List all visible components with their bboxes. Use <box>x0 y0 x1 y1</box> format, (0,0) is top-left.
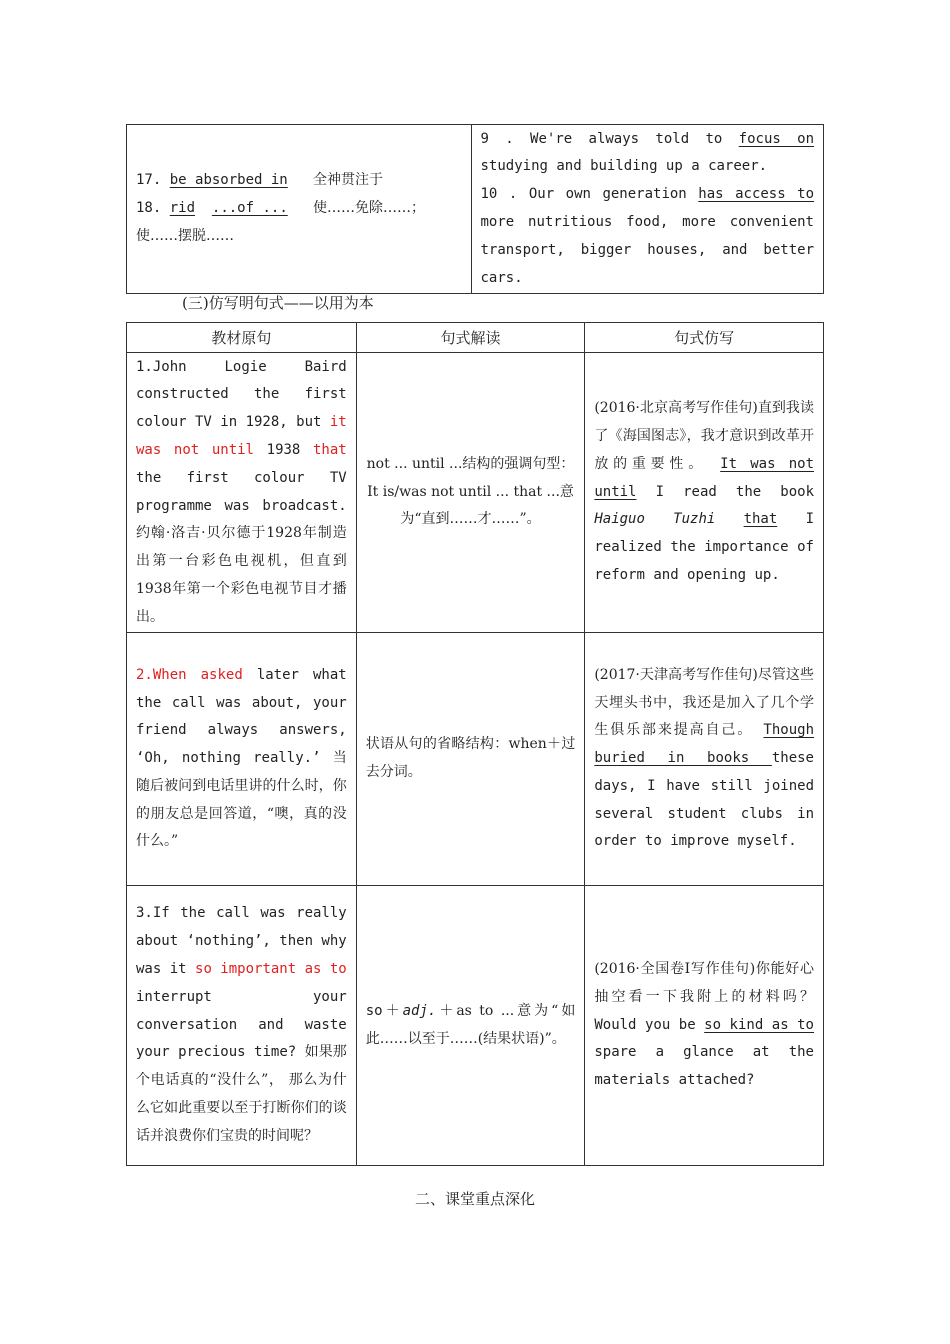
analysis-cell: 状语从句的省略结构：when＋过去分词。 <box>356 633 585 886</box>
original-sentence-cell: 1.John Logie Baird constructed the first colour TV in 1928, but it was not until 1938 that the first colour TV programme was broadcast. 约翰·洛吉·贝尔德于1928年制造出第一台彩色电视机，但直到1938年第一个彩色电视节目才播出。 <box>127 353 357 633</box>
sentence-10: 10 . Our own generation has access to more nutritious food, more convenient transport, bigger houses, and better cars. <box>480 186 815 286</box>
phrases-cell <box>127 125 472 294</box>
table-row <box>127 886 824 1166</box>
bottom-heading: 二、课堂重点深化 <box>414 1190 535 1208</box>
original-sentence-cell: 2.When asked later what the call was about, your friend always answers, ‘Oh, nothing really.’ 当随后被问到电话里讲的什么时，你的朋友总是回答道，“噢，真的没什么。” <box>127 633 357 886</box>
header-original: 教材原句 <box>127 323 357 353</box>
analysis-cell: not ... until ...结构的强调句型： It is/was not until ... that ...意为“直到……才……”。 <box>356 353 585 633</box>
sentences-cell <box>471 125 824 294</box>
imitation-cell: (2016·北京高考写作佳句)直到我读了《海国图志》，我才意识到改革开放的重要性。 It was not until I read the book Haiguo Tuzhi that I realized the importance of reform and opening up. <box>585 353 824 633</box>
sentence-table <box>126 322 824 1166</box>
table-header-row <box>127 323 824 353</box>
original-sentence-cell: 3.If the call was really about ‘nothing’, then why was it so important as to interrupt your conversation and waste your precious time? 如果那个电话真的“没什么”， 那么为什么它如此重要以至于打断你们的谈话并浪费你们宝贵的时间呢？ <box>127 886 357 1166</box>
header-imitation: 句式仿写 <box>585 323 824 353</box>
table-row <box>127 353 824 633</box>
imitation-cell: (2017·天津高考写作佳句)尽管这些天埋头书中，我还是加入了几个学生俱乐部来提高自己。 Though buried in books these days, I have still joined several student clubs in order to improve myself. <box>585 633 824 886</box>
header-analysis: 句式解读 <box>356 323 585 353</box>
imitation-cell: (2016·全国卷Ⅰ写作佳句)你能好心抽空看一下我附上的材料吗？ Would you be so kind as to spare a glance at the materials attached? <box>585 886 824 1166</box>
sentence-9: 9 . We're always told to focus on studying and building up a career. <box>480 130 815 175</box>
item-17: 17. be absorbed in 全神贯注于 <box>136 172 384 189</box>
analysis-cell: so＋adj.＋as to ...意为“如此……以至于……(结果状语)”。 <box>356 886 585 1166</box>
section-heading: (三)仿写明句式——以用为本 <box>182 294 374 312</box>
table-row <box>127 633 824 886</box>
item-18: 18. rid ...of ... 使……免除……；使……摆脱…… <box>136 200 426 244</box>
vocab-table <box>126 124 824 294</box>
